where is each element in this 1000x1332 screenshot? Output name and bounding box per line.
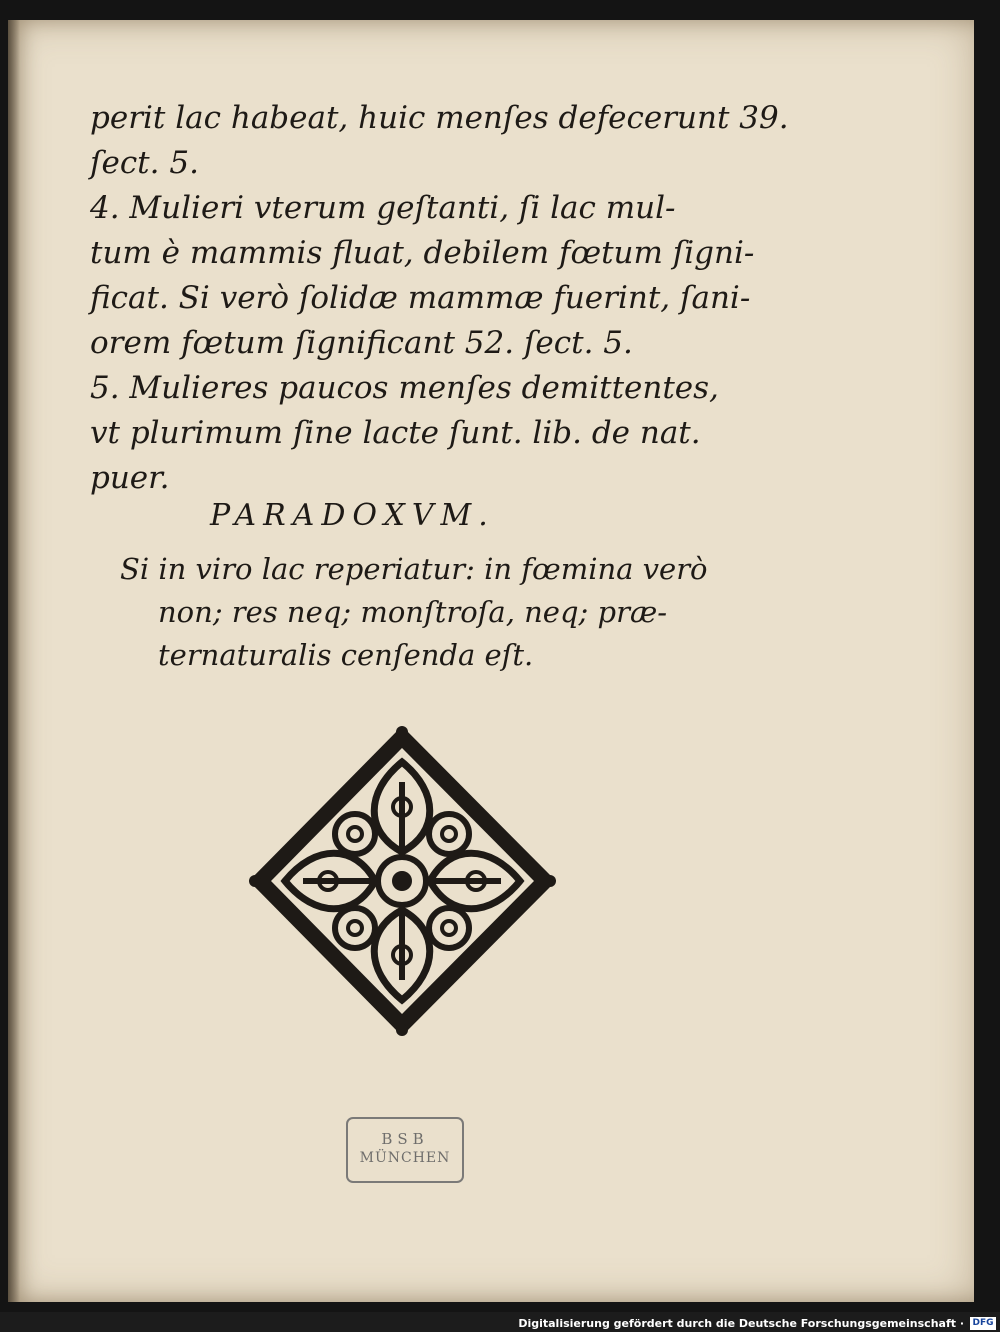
text-line: ficat. Si verò ſolidæ mammæ fuerint, ſani- bbox=[90, 280, 751, 316]
dfg-logo: DFG bbox=[970, 1317, 996, 1330]
body-text bbox=[90, 96, 789, 501]
text-line: ternaturalis cenſenda eſt. bbox=[158, 638, 534, 672]
digitization-footer bbox=[518, 1315, 996, 1332]
text-line: 4. Mulieri vterum geſtanti, ſi lac mul- bbox=[90, 190, 676, 226]
text-line: puer. bbox=[90, 460, 170, 496]
text-line: orem fœtum ſignificant 52. ſect. 5. bbox=[90, 325, 633, 361]
spine-shadow bbox=[8, 20, 20, 1302]
text-line: tum è mammis fluat, debilem fœtum ſigni- bbox=[90, 235, 755, 271]
footer-text: Digitalisierung gefördert durch die Deutsche Forschungsgemeinschaft · bbox=[518, 1317, 964, 1330]
text-line: 5. Mulieres paucos menſes demittentes, bbox=[90, 370, 719, 406]
text-line: non; res neq; monſtroſa, neq; præ- bbox=[158, 595, 668, 629]
text-line: vt plurimum ſine lacte ſunt. lib. de nat. bbox=[90, 415, 701, 451]
text-line: ſect. 5. bbox=[90, 145, 199, 181]
text-line: Si in viro lac reperiatur: in fœmina verò bbox=[120, 552, 708, 586]
section-heading: PARADOXVM. bbox=[210, 498, 495, 533]
text-line: perit lac habeat, huic menſes defecerunt 39. bbox=[90, 100, 789, 136]
library-stamp bbox=[346, 1117, 464, 1183]
stamp-line: BSB bbox=[381, 1130, 429, 1148]
stamp-line: MÜNCHEN bbox=[359, 1150, 451, 1166]
paradox-text bbox=[120, 548, 720, 677]
fleuron-ornament-icon bbox=[245, 722, 560, 1040]
